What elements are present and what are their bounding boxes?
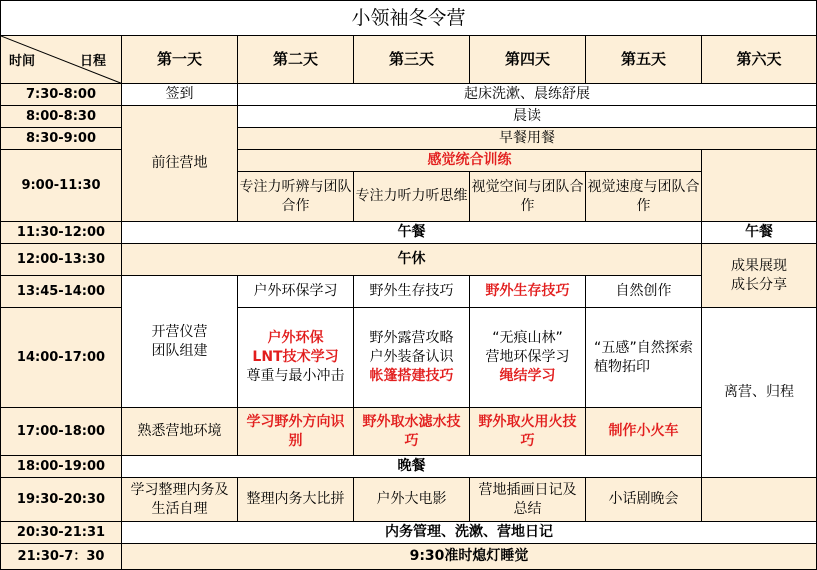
d2-1400-red-text: 户外环保 LNT技术学习 — [252, 330, 339, 365]
cell-d3-1930: 户外大电影 — [354, 478, 470, 522]
cell-morning-read: 晨读 — [238, 106, 817, 128]
day-header-5: 第五天 — [586, 36, 702, 84]
cell-d5-1400: “五感”自然探索 植物拓印 — [586, 308, 702, 408]
day-header-2: 第二天 — [238, 36, 354, 84]
cell-signin: 签到 — [122, 84, 238, 106]
cell-d5-1345: 自然创作 — [586, 276, 702, 308]
time-cell: 14:00-17:00 — [0, 308, 122, 408]
d4-1400-text: “无痕山林” 营地环保学习 — [485, 330, 570, 365]
day-header-3: 第三天 — [354, 36, 470, 84]
time-cell: 21:30-7：30 — [0, 544, 122, 570]
cell-show-share: 成果展现 成长分享 — [702, 244, 817, 308]
cell-d5-morning: 视觉速度与团队合作 — [586, 172, 702, 222]
cell-d4-1700: 野外取火用火技巧 — [470, 408, 586, 456]
time-cell: 8:00-8:30 — [0, 106, 122, 128]
cell-d6-1930-empty — [702, 478, 817, 522]
cell-d4-morning: 视觉空间与团队合作 — [470, 172, 586, 222]
cell-lunch-d6: 午餐 — [702, 222, 817, 244]
cell-d2-morning: 专注力听辨与团队合作 — [238, 172, 354, 222]
cell-d6-morning-empty — [702, 150, 817, 222]
time-cell: 9:00-11:30 — [0, 150, 122, 222]
cell-d4-1345: 野外生存技巧 — [470, 276, 586, 308]
cell-d3-1400 — [354, 308, 470, 408]
time-cell: 13:45-14:00 — [0, 276, 122, 308]
cell-d2-1700: 学习野外方向识别 — [238, 408, 354, 456]
d3-1400-red-text: 帐篷搭建技巧 — [369, 368, 454, 384]
cell-d2-1930: 整理内务大比拼 — [238, 478, 354, 522]
corner-label-schedule: 日程 — [80, 54, 107, 69]
time-cell: 11:30-12:00 — [0, 222, 122, 244]
cell-d3-morning: 专注力听力听思维 — [354, 172, 470, 222]
cell-breakfast: 早餐用餐 — [238, 128, 817, 150]
time-cell: 17:00-18:00 — [0, 408, 122, 456]
time-cell: 18:00-19:00 — [0, 456, 122, 478]
cell-rest: 午休 — [122, 244, 702, 276]
day-header-6: 第六天 — [702, 36, 817, 84]
cell-lights-out: 9:30准时熄灯睡觉 — [122, 544, 817, 570]
cell-sensory-training: 感觉统合训练 — [238, 150, 702, 172]
corner-label-time: 时间 — [9, 54, 36, 69]
cell-d3-1345: 野外生存技巧 — [354, 276, 470, 308]
day-header-4: 第四天 — [470, 36, 586, 84]
cell-d5-1700: 制作小火车 — [586, 408, 702, 456]
d2-1400-text: 尊重与最小冲击 — [246, 368, 345, 384]
cell-lunch: 午餐 — [122, 222, 702, 244]
time-cell: 19:30-20:30 — [0, 478, 122, 522]
cell-housekeeping: 内务管理、洗漱、营地日记 — [122, 522, 817, 544]
time-cell: 12:00-13:30 — [0, 244, 122, 276]
cell-d1-1930: 学习整理内务及生活自理 — [122, 478, 238, 522]
d3-1400-text: 野外露营攻略 户外装备认识 — [369, 330, 454, 365]
cell-d3-1700: 野外取水滤水技巧 — [354, 408, 470, 456]
day-header-1: 第一天 — [122, 36, 238, 84]
time-cell: 8:30-9:00 — [0, 128, 122, 150]
cell-d5-1930: 小话剧晚会 — [586, 478, 702, 522]
cell-leave: 离营、归程 — [702, 308, 817, 478]
cell-opening: 开营仪营 团队组建 — [122, 276, 238, 408]
time-cell: 20:30-21:31 — [0, 522, 122, 544]
cell-wakeup: 起床洗漱、晨练舒展 — [238, 84, 817, 106]
d4-1400-red-text: 绳结学习 — [499, 368, 556, 384]
cell-d4-1400 — [470, 308, 586, 408]
cell-go-camp: 前往营地 — [122, 106, 238, 222]
corner-header — [0, 36, 122, 84]
cell-d2-1400 — [238, 308, 354, 408]
cell-dinner: 晚餐 — [122, 456, 702, 478]
cell-d4-1930: 营地插画日记及总结 — [470, 478, 586, 522]
cell-d2-1345: 户外环保学习 — [238, 276, 354, 308]
schedule-title: 小领袖冬令营 — [0, 0, 817, 36]
time-cell: 7:30-8:00 — [0, 84, 122, 106]
cell-d1-1700: 熟悉营地环境 — [122, 408, 238, 456]
